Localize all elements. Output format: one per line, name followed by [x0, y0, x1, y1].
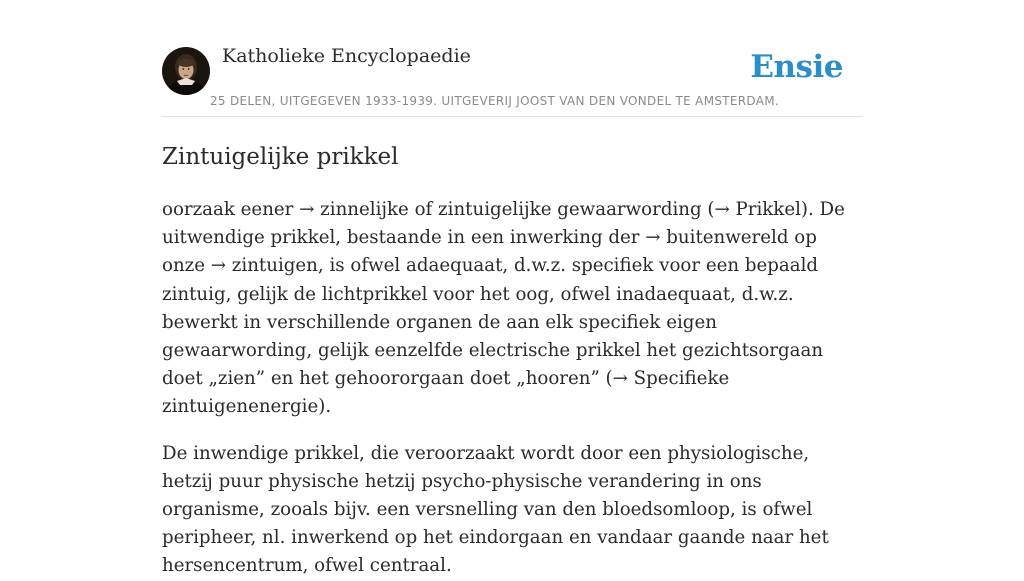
entry-body [162, 196, 862, 581]
source-header [162, 0, 862, 117]
source-avatar[interactable] [162, 47, 210, 95]
brand-logo[interactable]: Ensie [750, 49, 843, 85]
page [162, 0, 862, 581]
portrait-icon [162, 47, 210, 95]
entry-paragraph: oorzaak eener → zinnelijke of zintuigelijke gewaarwording (→ Prikkel). De uitwendige prikkel, bestaande in een inwerking der → buitenwereld op onze → zintuigen, is ofwel adaequaat, d.w.z. specifiek voor een bepaald zintuig, gelijk de lichtprikkel voor het oog, ofwel inadaequaat, d.w.z. bewerkt in verschillende organen de aan elk specifiek eigen gewaarwording, gelijk eenzelfde electrische prikkel het gezichtsorgaan doet „zien” en het gehoororgaan doet „hooren” (→ Specifieke zintuigenenergie). [162, 199, 845, 418]
entry-paragraph: De inwendige prikkel, die veroorzaakt wordt door een physiologische, hetzij puur physische hetzij psycho-physische verandering in ons organisme, zooals bijv. een versnelling van den bloedsomloop, is ofwel peripheer, nl. inwerkend op het eindorgaan en vandaar gaande naar het hersencentrum, ofwel centraal. [162, 442, 829, 577]
source-meta: 25 DELEN, UITGEGEVEN 1933-1939. UITGEVERIJ JOOST VAN DEN VONDEL TE AMSTERDAM. [210, 94, 780, 108]
entry-title: Zintuigelijke prikkel [162, 144, 399, 170]
source-title[interactable]: Katholieke Encyclopaedie [222, 45, 471, 67]
